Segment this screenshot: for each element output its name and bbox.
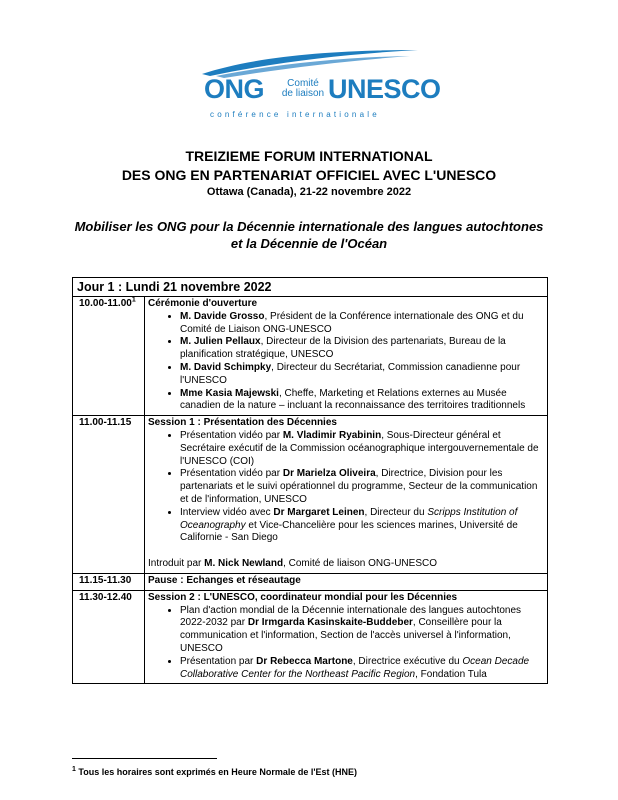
forum-location-date: Ottawa (Canada), 21-22 novembre 2022 [206,186,412,198]
table-row [73,573,548,590]
logo-subtitle: conférence internationale [210,110,380,119]
forum-title-line1: TREIZIEME FORUM INTERNATIONAL [185,148,433,164]
list-item: • M. Julien Pellaux, Directeur de la Division des partenariats, Bureau de la planification stratégique, UNESCO [180,336,544,362]
session-introducer: Introduit par M. Nick Newland, Comité de liaison ONG-UNESCO [148,558,437,570]
session-title: Pause : Echanges et réseautage [148,574,301,586]
table-row [73,416,548,574]
speaker-list [148,311,544,413]
logo [196,44,441,124]
table-row [73,590,548,684]
footnote-separator [72,758,217,759]
forum-theme: Mobiliser les ONG pour la Décennie internationale des langues autochtones et la Décennie de l'Océan [74,219,544,251]
time-cell: 10.00-11.00$^1$ [73,297,145,416]
list-item: • Présentation par Dr Rebecca Martone, Directrice exécutive du Ocean Decade Collaborative Center for the Northeast Pacific Region, Fondation Tula [180,656,544,682]
time-cell: 11.30-12.40 [73,590,145,684]
speaker-list [148,430,544,545]
list-item: • Mme Kasia Majewski, Cheffe, Marketing et Relations externes au Musée canadien de la nature – incluant la reconnaissance des territoires traditionnels [180,388,544,414]
day-heading: Jour 1 : Lundi 21 novembre 2022 [73,278,548,297]
footnote-ref: 1 [131,296,136,304]
list-item: • Présentation vidéo par M. Vladimir Ryabinin, Sous-Directeur général et Secrétaire exécutif de la Commission océanographique intergouvernementale de l'UNESCO (COI) [180,430,544,468]
list-item: • Interview vidéo avec Dr Margaret Leinen, Directeur du Scripps Institution of Oceanography et Vice-Chancelière pour les sciences marines, Université de Californie - San Diego [180,507,544,545]
time-cell: 11.00-11.15 [73,416,145,574]
list-item: • M. David Schimpky, Directeur du Secrétariat, Commission canadienne pour l'UNESCO [180,362,544,388]
table-row [73,297,548,416]
list-item: • Présentation vidéo par Dr Marielza Oliveira, Directrice, Division pour les partenariats et le suivi opérationnel du programme, Secteur de la communication et de l'information, UNESCO [180,468,544,506]
session-cell [145,590,548,684]
logo-unesco-text: UNESCO [328,74,441,104]
session-title: Cérémonie d'ouverture [148,298,258,309]
list-item: • M. Davide Grosso, Président de la Conférence internationale des ONG et du Comité de Liaison ONG-UNESCO [180,311,544,337]
footnote: $^1$ Tous les horaires sont exprimés en Heure Normale de l'Est (HNE) [72,766,357,777]
day-row [73,278,548,297]
program-table [72,277,548,684]
session-title: Session 1 : Présentation des Décennies [148,417,337,429]
session-cell [145,573,548,590]
logo-ong-text: ONG [204,74,265,104]
speaker-list [148,605,544,682]
session-title: Session 2 : L'UNESCO, coordinateur mondial pour les Décennies [148,591,458,603]
time-cell: 11.15-11.30 [73,573,145,590]
list-item: • Plan d'action mondial de la Décennie internationale des langues autochtones 2022-2032 par Dr Irmgarda Kasinskaite-Buddeber, Conseillère pour la communication et l'information, Section de l'accès universel à l'information, UNESCO [180,605,544,656]
logo-comite-text: Comité de liaison [281,78,325,99]
forum-title-line2: DES ONG EN PARTENARIAT OFFICIEL AVEC L'UNESCO [121,167,497,183]
session-cell [145,297,548,416]
session-cell [145,416,548,574]
